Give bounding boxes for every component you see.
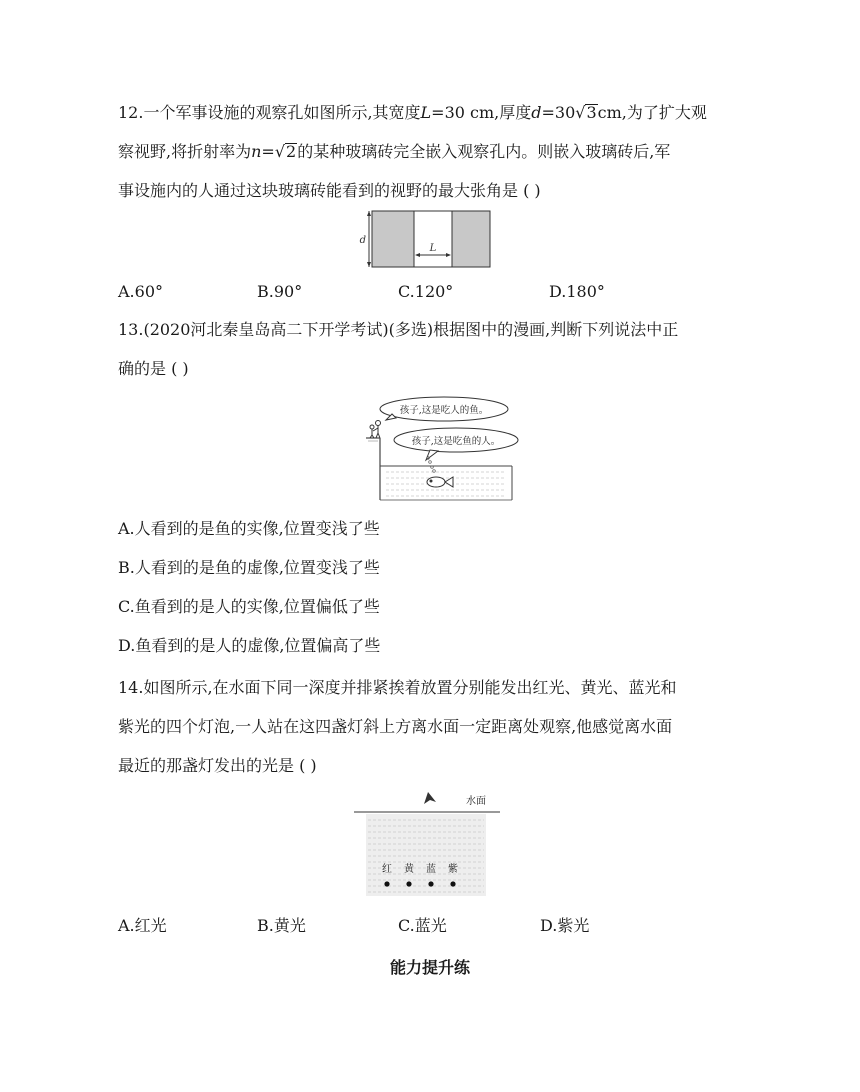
fish [427, 477, 453, 487]
q13-line-1: 13.(2020河北秦皇岛高二下开学考试)(多选)根据图中的漫画,判断下列说法中正 [118, 320, 679, 339]
lamp-label-blue: 蓝 [426, 864, 436, 875]
q12-option-a[interactable]: A.60° [118, 282, 163, 301]
water-surface-label: 水面 [466, 796, 486, 807]
q12-option-d[interactable]: D.180° [549, 282, 605, 301]
fig-label-L: L [429, 243, 437, 254]
q14-line-3: 最近的那盏灯发出的光是 ( ) [118, 756, 317, 775]
q14-option-d[interactable]: D.紫光 [540, 916, 590, 935]
lamp-purple [450, 881, 455, 886]
bubble-top-text: 孩子,这是吃人的鱼。 [399, 405, 489, 416]
lamps-under-water-figure [352, 790, 504, 900]
cartoon-figure [364, 394, 534, 504]
lamp-yellow [406, 881, 411, 886]
q12-line-1: 12.一个军事设施的观察孔如图所示,其宽度L=30 cm,厚度d=30√3cm,为了扩大观 [118, 103, 707, 122]
lamp-label-yellow: 黄 [404, 864, 414, 875]
q13-option-c[interactable]: C.鱼看到的是人的实像,位置偏低了些 [118, 597, 380, 616]
lamp-label-purple: 紫 [448, 864, 458, 875]
water-ripples [386, 472, 506, 496]
right-wall [452, 211, 490, 267]
q13-option-b[interactable]: B.人看到的是鱼的虚像,位置变浅了些 [118, 558, 380, 577]
lamp-label-red: 红 [382, 864, 392, 875]
q12-option-b[interactable]: B.90° [257, 282, 303, 301]
section-heading: 能力提升练 [389, 958, 470, 977]
observation-hole-figure [359, 208, 494, 272]
q12-option-c[interactable]: C.120° [398, 282, 454, 301]
q14-option-b[interactable]: B.黄光 [257, 916, 306, 935]
lamp-red [384, 881, 389, 886]
observer-eye-icon [424, 792, 436, 804]
lamp-blue [428, 881, 433, 886]
fig-label-d: d [359, 235, 366, 246]
people-on-cliff [370, 421, 381, 439]
q14-option-c[interactable]: C.蓝光 [398, 916, 447, 935]
q13-line-2: 确的是 ( ) [118, 359, 189, 378]
q14-line-1: 14.如图所示,在水面下同一深度并排紧挨着放置分别能发出红光、黄光、蓝光和 [118, 678, 677, 697]
q12-line-3: 事设施内的人通过这块玻璃砖能看到的视野的最大张角是 ( ) [118, 181, 541, 200]
q14-line-2: 紫光的四个灯泡,一人站在这四盏灯斜上方离水面一定距离处观察,他感觉离水面 [118, 717, 673, 736]
bubble-bottom-text: 孩子,这是吃鱼的人。 [411, 436, 501, 447]
q13-option-d[interactable]: D.鱼看到的是人的虚像,位置偏高了些 [118, 636, 381, 655]
q14-option-a[interactable]: A.红光 [118, 916, 167, 935]
q13-option-a[interactable]: A.人看到的是鱼的实像,位置变浅了些 [118, 519, 380, 538]
q12-line-2: 察视野,将折射率为n=√2的某种玻璃砖完全嵌入观察孔内。则嵌入玻璃砖后,军 [118, 142, 671, 161]
left-wall [372, 211, 414, 267]
